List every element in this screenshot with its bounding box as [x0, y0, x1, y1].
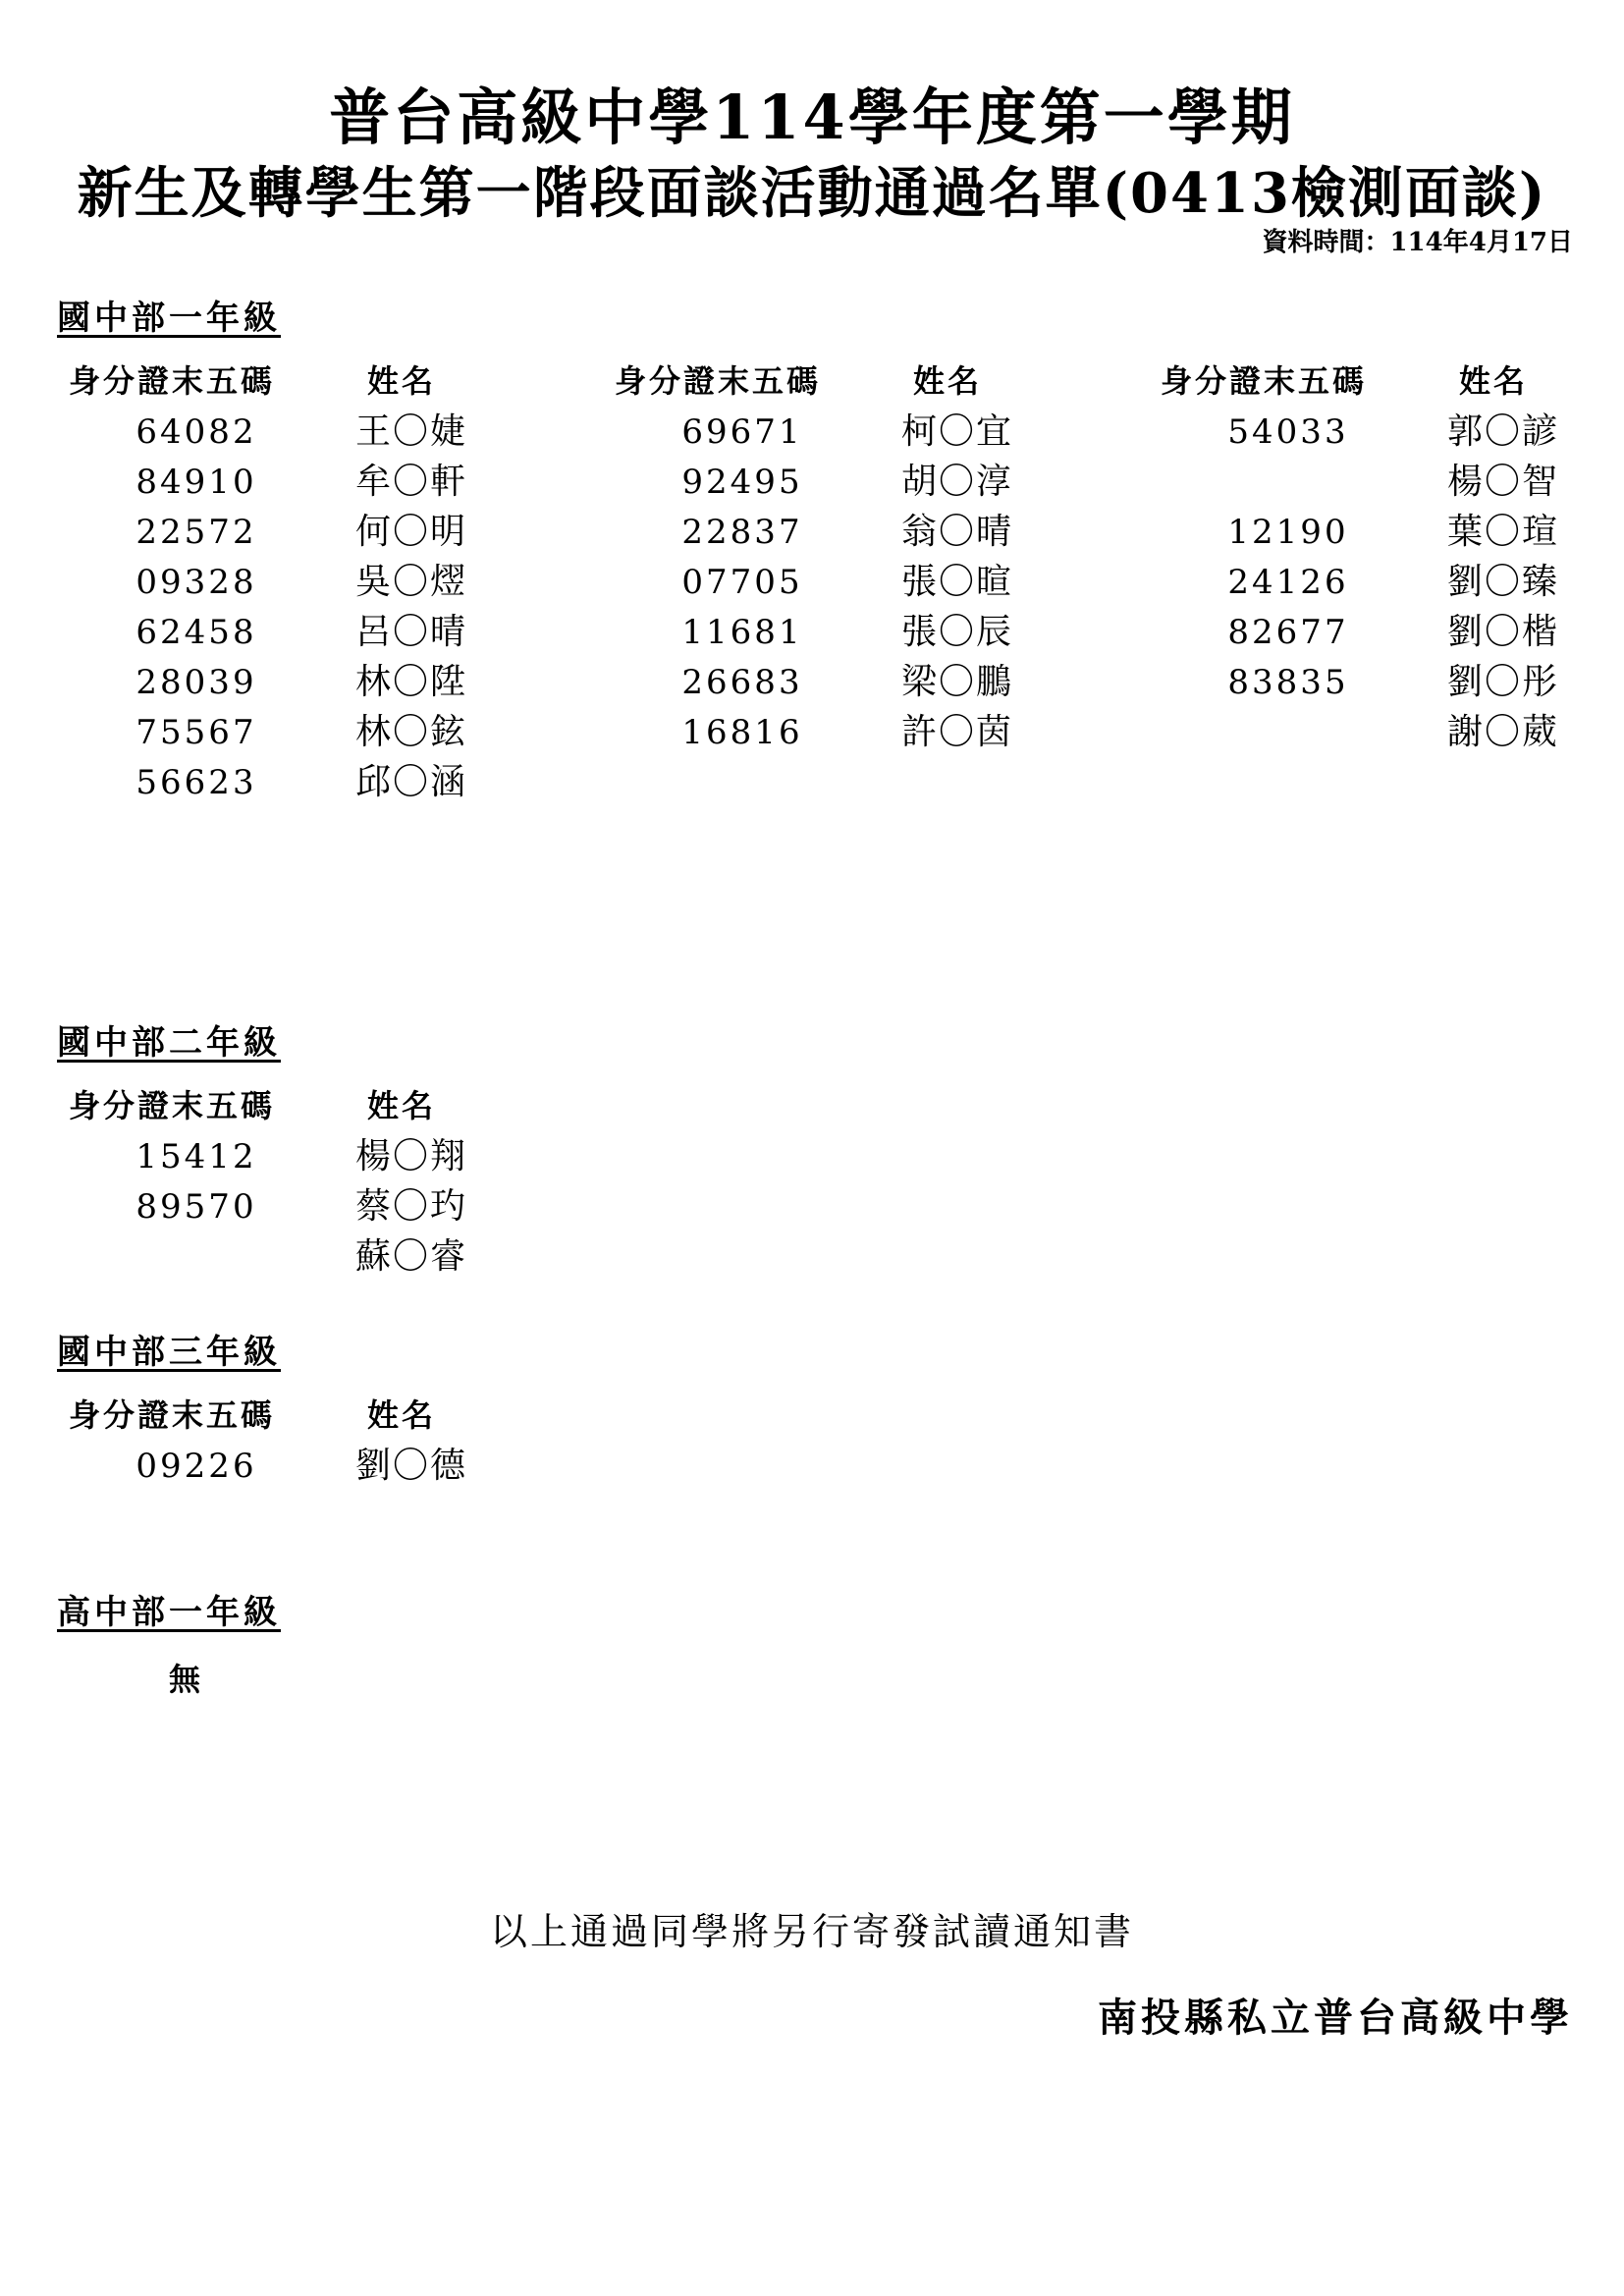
student-name-cell: 邱〇涵	[355, 762, 468, 802]
student-id-cell: 64082	[135, 412, 257, 452]
no-entries-text: 無	[169, 1661, 201, 1698]
student-name-cell: 劉〇臻	[1447, 562, 1560, 602]
student-name-cell: 葉〇瑄	[1447, 512, 1560, 552]
student-name-cell: 張〇暄	[901, 562, 1014, 602]
student-id-cell: 07705	[681, 563, 803, 602]
student-id-cell: 92495	[681, 463, 803, 502]
student-name-cell: 謝〇葳	[1447, 712, 1560, 752]
student-name-cell: 劉〇楷	[1447, 612, 1560, 652]
section-heading: 國中部三年級	[57, 1333, 281, 1372]
column-header-name: 姓名	[1459, 362, 1529, 400]
student-name-cell: 吳〇熤	[355, 562, 468, 602]
student-name-cell: 柯〇宜	[901, 411, 1014, 452]
data-timestamp: 資料時間：114年4月17日	[1262, 228, 1573, 257]
student-name-cell: 蘇〇睿	[355, 1236, 468, 1277]
student-name-cell: 王〇婕	[355, 411, 468, 452]
column-header-name: 姓名	[367, 362, 437, 400]
student-id-cell: 28039	[135, 663, 257, 702]
student-id-cell: 22837	[681, 513, 803, 552]
student-name-cell: 劉〇德	[355, 1446, 468, 1486]
student-name-cell: 何〇明	[355, 512, 468, 552]
student-id-cell: 69671	[681, 412, 803, 452]
student-name-cell: 牟〇軒	[355, 462, 468, 502]
student-id-cell: 62458	[135, 613, 257, 652]
column-header-id: 身分證末五碼	[69, 1396, 276, 1434]
student-id-cell: 82677	[1227, 613, 1349, 652]
student-name-cell: 梁〇鵬	[901, 662, 1014, 702]
column-header-id: 身分證末五碼	[1161, 362, 1368, 400]
student-id-cell: 75567	[135, 713, 257, 752]
column-header-id: 身分證末五碼	[69, 1087, 276, 1124]
student-name-cell: 呂〇晴	[355, 612, 468, 652]
student-id-cell: 89570	[135, 1187, 257, 1227]
student-id-cell: 16816	[681, 713, 803, 752]
footer-note: 以上通過同學將另行寄發試讀通知書	[489, 1910, 1134, 1953]
student-id-cell: 26683	[681, 663, 803, 702]
student-name-cell: 楊〇翔	[355, 1136, 468, 1176]
student-id-cell: 12190	[1227, 513, 1349, 552]
column-header-id: 身分證末五碼	[69, 362, 276, 400]
student-name-cell: 張〇辰	[901, 612, 1014, 652]
student-name-cell: 蔡〇玓	[355, 1186, 468, 1227]
student-name-cell: 許〇茵	[901, 712, 1014, 752]
student-name-cell: 林〇鉉	[355, 712, 468, 752]
student-name-cell: 劉〇彤	[1447, 662, 1560, 702]
student-id-cell: 56623	[135, 763, 257, 802]
title-line-1: 普台高級中學114學年度第一學期	[329, 82, 1295, 153]
student-id-cell: 15412	[135, 1137, 257, 1176]
student-id-cell: 09226	[135, 1447, 257, 1486]
student-id-cell: 22572	[135, 513, 257, 552]
student-id-cell: 84910	[135, 463, 257, 502]
student-id-cell: 24126	[1227, 563, 1349, 602]
school-name: 南投縣私立普台高級中學	[1098, 1995, 1573, 2041]
student-name-cell: 林〇陞	[355, 662, 468, 702]
column-header-name: 姓名	[367, 1087, 437, 1124]
student-id-cell: 83835	[1227, 663, 1349, 702]
column-header-name: 姓名	[367, 1396, 437, 1434]
student-id-cell: 54033	[1227, 412, 1349, 452]
student-name-cell: 翁〇晴	[901, 512, 1014, 552]
student-id-cell: 11681	[681, 613, 803, 652]
section-heading: 國中部一年級	[57, 299, 281, 338]
section-heading: 國中部二年級	[57, 1023, 281, 1063]
section-heading: 高中部一年級	[57, 1593, 281, 1632]
student-name-cell: 郭〇諺	[1447, 411, 1560, 452]
column-header-id: 身分證末五碼	[615, 362, 822, 400]
title-line-2: 新生及轉學生第一階段面談活動通過名單(0413檢測面談)	[77, 161, 1547, 226]
column-header-name: 姓名	[913, 362, 983, 400]
student-id-cell: 09328	[135, 563, 257, 602]
student-name-cell: 楊〇智	[1447, 462, 1560, 502]
student-name-cell: 胡〇淳	[901, 462, 1014, 502]
